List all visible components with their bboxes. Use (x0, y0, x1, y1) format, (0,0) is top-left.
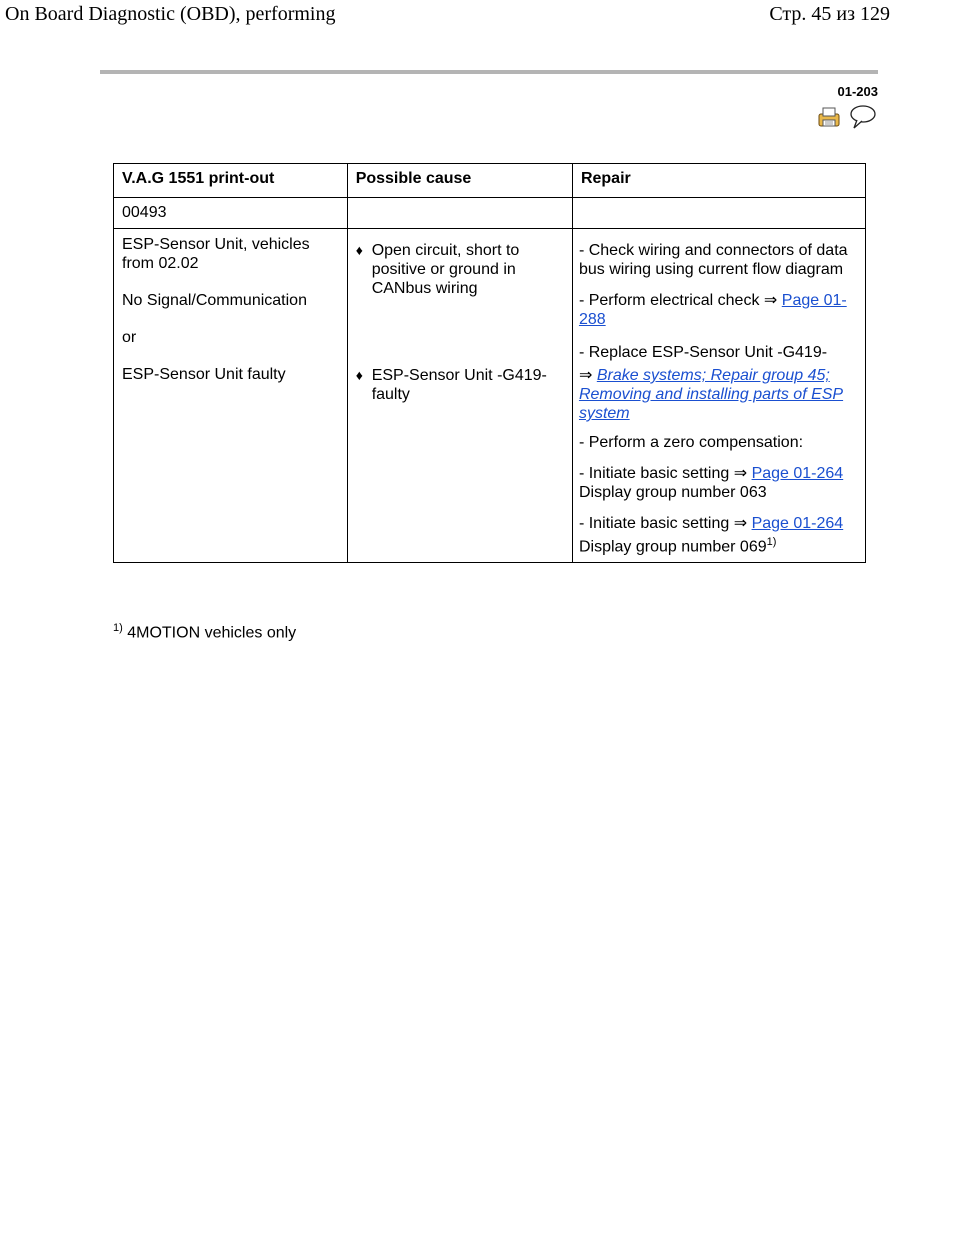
repair-step: - Initiate basic setting ⇒ Page 01-264 Display group number 069$^{1)}$ (578, 515, 844, 556)
header-printout: V.A.G 1551 print-out (114, 164, 348, 198)
repair-text: - Replace ESP-Sensor Unit -G419- (578, 344, 828, 361)
arrow-icon: ⇒ (733, 465, 748, 482)
diamond-bullet-icon: ♦ (355, 367, 363, 383)
diagnostic-table (113, 163, 866, 563)
repair-text: - Perform a zero compensation: (578, 434, 804, 451)
cause-cell (347, 229, 572, 563)
speech-bubble-icon[interactable] (851, 106, 875, 128)
cause-item (356, 366, 564, 404)
arrow-icon: ⇒ (733, 515, 748, 532)
document-title: On Board Diagnostic (OBD), performing (5, 3, 336, 25)
cause-item (356, 241, 564, 298)
table-row (114, 198, 866, 229)
repair-cell (572, 229, 865, 563)
footnote-mark: 1) (113, 622, 123, 634)
toolbar-icons (816, 104, 878, 130)
empty-cell (572, 198, 865, 229)
arrow-icon: ⇒ (763, 292, 778, 309)
page-link[interactable]: Page 01-264 (751, 465, 844, 482)
cause-text: ESP-Sensor Unit -G419- faulty (371, 367, 547, 403)
printer-icon[interactable] (819, 108, 839, 126)
brake-systems-link[interactable]: Brake systems; Repair group 45; Removing and installing parts of ESP system (578, 367, 844, 422)
repair-step: - Initiate basic setting ⇒ Page 01-264 Display group number 063 (578, 465, 844, 501)
page-link[interactable]: Page 01-288 (578, 292, 847, 328)
printout-cell (114, 229, 348, 563)
printout-text: No Signal/Communication (122, 292, 307, 309)
header-repair: Repair (572, 164, 865, 198)
printout-text: ESP-Sensor Unit, vehicles from 02.02 (122, 236, 310, 272)
page-counter: Стр. 45 из 129 (769, 3, 890, 25)
empty-cell (347, 198, 572, 229)
arrow-icon: ⇒ (578, 367, 593, 384)
printout-text: ESP-Sensor Unit faulty (122, 366, 286, 383)
printout-text: or (122, 329, 137, 346)
repair-step: - Perform electrical check ⇒ Page 01-288 (578, 292, 847, 328)
repair-text: - Check wiring and connectors of data bus wiring using current flow diagram (578, 242, 848, 278)
page-link[interactable]: Page 01-264 (751, 515, 844, 532)
page-number: 01-203 (837, 84, 878, 99)
repair-step (579, 366, 861, 423)
footnote-ref: 1) (766, 536, 777, 548)
cause-text: Open circuit, short to positive or ground in CANbus wiring (371, 242, 520, 297)
header-rule (100, 70, 878, 74)
header-cause: Possible cause (347, 164, 572, 198)
table-row (114, 229, 866, 563)
footnote (113, 622, 296, 642)
table-header-row (114, 164, 866, 198)
footnote-text: 4MOTION vehicles only (127, 624, 297, 642)
diamond-bullet-icon: ♦ (355, 242, 363, 258)
fault-code: 00493 (114, 198, 348, 229)
